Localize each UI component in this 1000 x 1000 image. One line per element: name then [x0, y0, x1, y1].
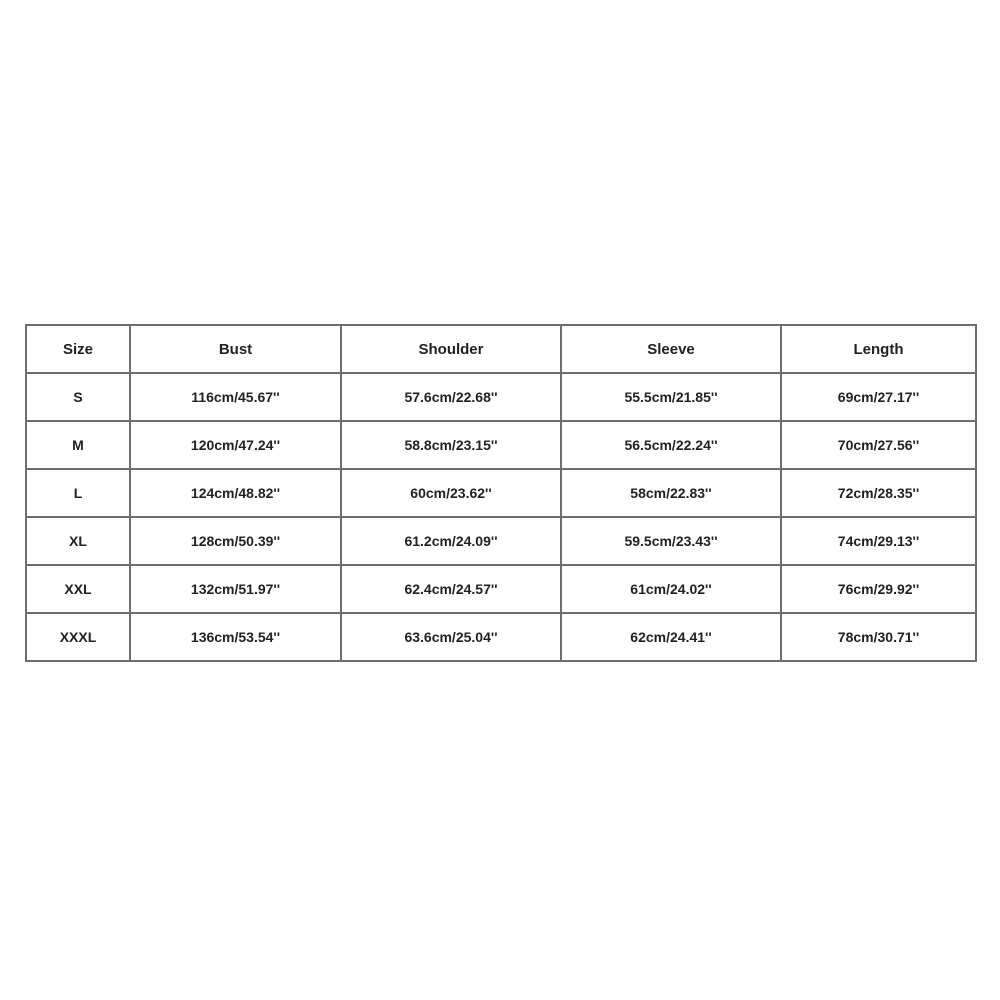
shoulder-cell: 58.8cm/23.15''	[341, 421, 561, 469]
size-chart-body	[26, 373, 976, 661]
length-cell: 69cm/27.17''	[781, 373, 976, 421]
sleeve-cell: 58cm/22.83''	[561, 469, 781, 517]
sleeve-cell: 59.5cm/23.43''	[561, 517, 781, 565]
bust-cell: 120cm/47.24''	[130, 421, 341, 469]
header-length: Length	[781, 325, 976, 373]
table-row	[26, 517, 976, 565]
bust-cell: 116cm/45.67''	[130, 373, 341, 421]
shoulder-cell: 63.6cm/25.04''	[341, 613, 561, 661]
length-cell: 78cm/30.71''	[781, 613, 976, 661]
size-cell: XL	[26, 517, 130, 565]
size-chart-header	[26, 325, 976, 373]
table-row	[26, 565, 976, 613]
header-sleeve: Sleeve	[561, 325, 781, 373]
bust-cell: 124cm/48.82''	[130, 469, 341, 517]
bust-cell: 128cm/50.39''	[130, 517, 341, 565]
header-row	[26, 325, 976, 373]
sleeve-cell: 55.5cm/21.85''	[561, 373, 781, 421]
header-size: Size	[26, 325, 130, 373]
size-cell: XXXL	[26, 613, 130, 661]
shoulder-cell: 60cm/23.62''	[341, 469, 561, 517]
bust-cell: 136cm/53.54''	[130, 613, 341, 661]
size-chart-table	[25, 324, 977, 662]
table-row	[26, 373, 976, 421]
table-row	[26, 469, 976, 517]
shoulder-cell: 61.2cm/24.09''	[341, 517, 561, 565]
sleeve-cell: 61cm/24.02''	[561, 565, 781, 613]
header-shoulder: Shoulder	[341, 325, 561, 373]
size-cell: L	[26, 469, 130, 517]
table-row	[26, 421, 976, 469]
length-cell: 70cm/27.56''	[781, 421, 976, 469]
shoulder-cell: 57.6cm/22.68''	[341, 373, 561, 421]
length-cell: 74cm/29.13''	[781, 517, 976, 565]
table-row	[26, 613, 976, 661]
bust-cell: 132cm/51.97''	[130, 565, 341, 613]
header-bust: Bust	[130, 325, 341, 373]
shoulder-cell: 62.4cm/24.57''	[341, 565, 561, 613]
length-cell: 76cm/29.92''	[781, 565, 976, 613]
sleeve-cell: 62cm/24.41''	[561, 613, 781, 661]
size-cell: XXL	[26, 565, 130, 613]
size-cell: M	[26, 421, 130, 469]
sleeve-cell: 56.5cm/22.24''	[561, 421, 781, 469]
size-cell: S	[26, 373, 130, 421]
length-cell: 72cm/28.35''	[781, 469, 976, 517]
